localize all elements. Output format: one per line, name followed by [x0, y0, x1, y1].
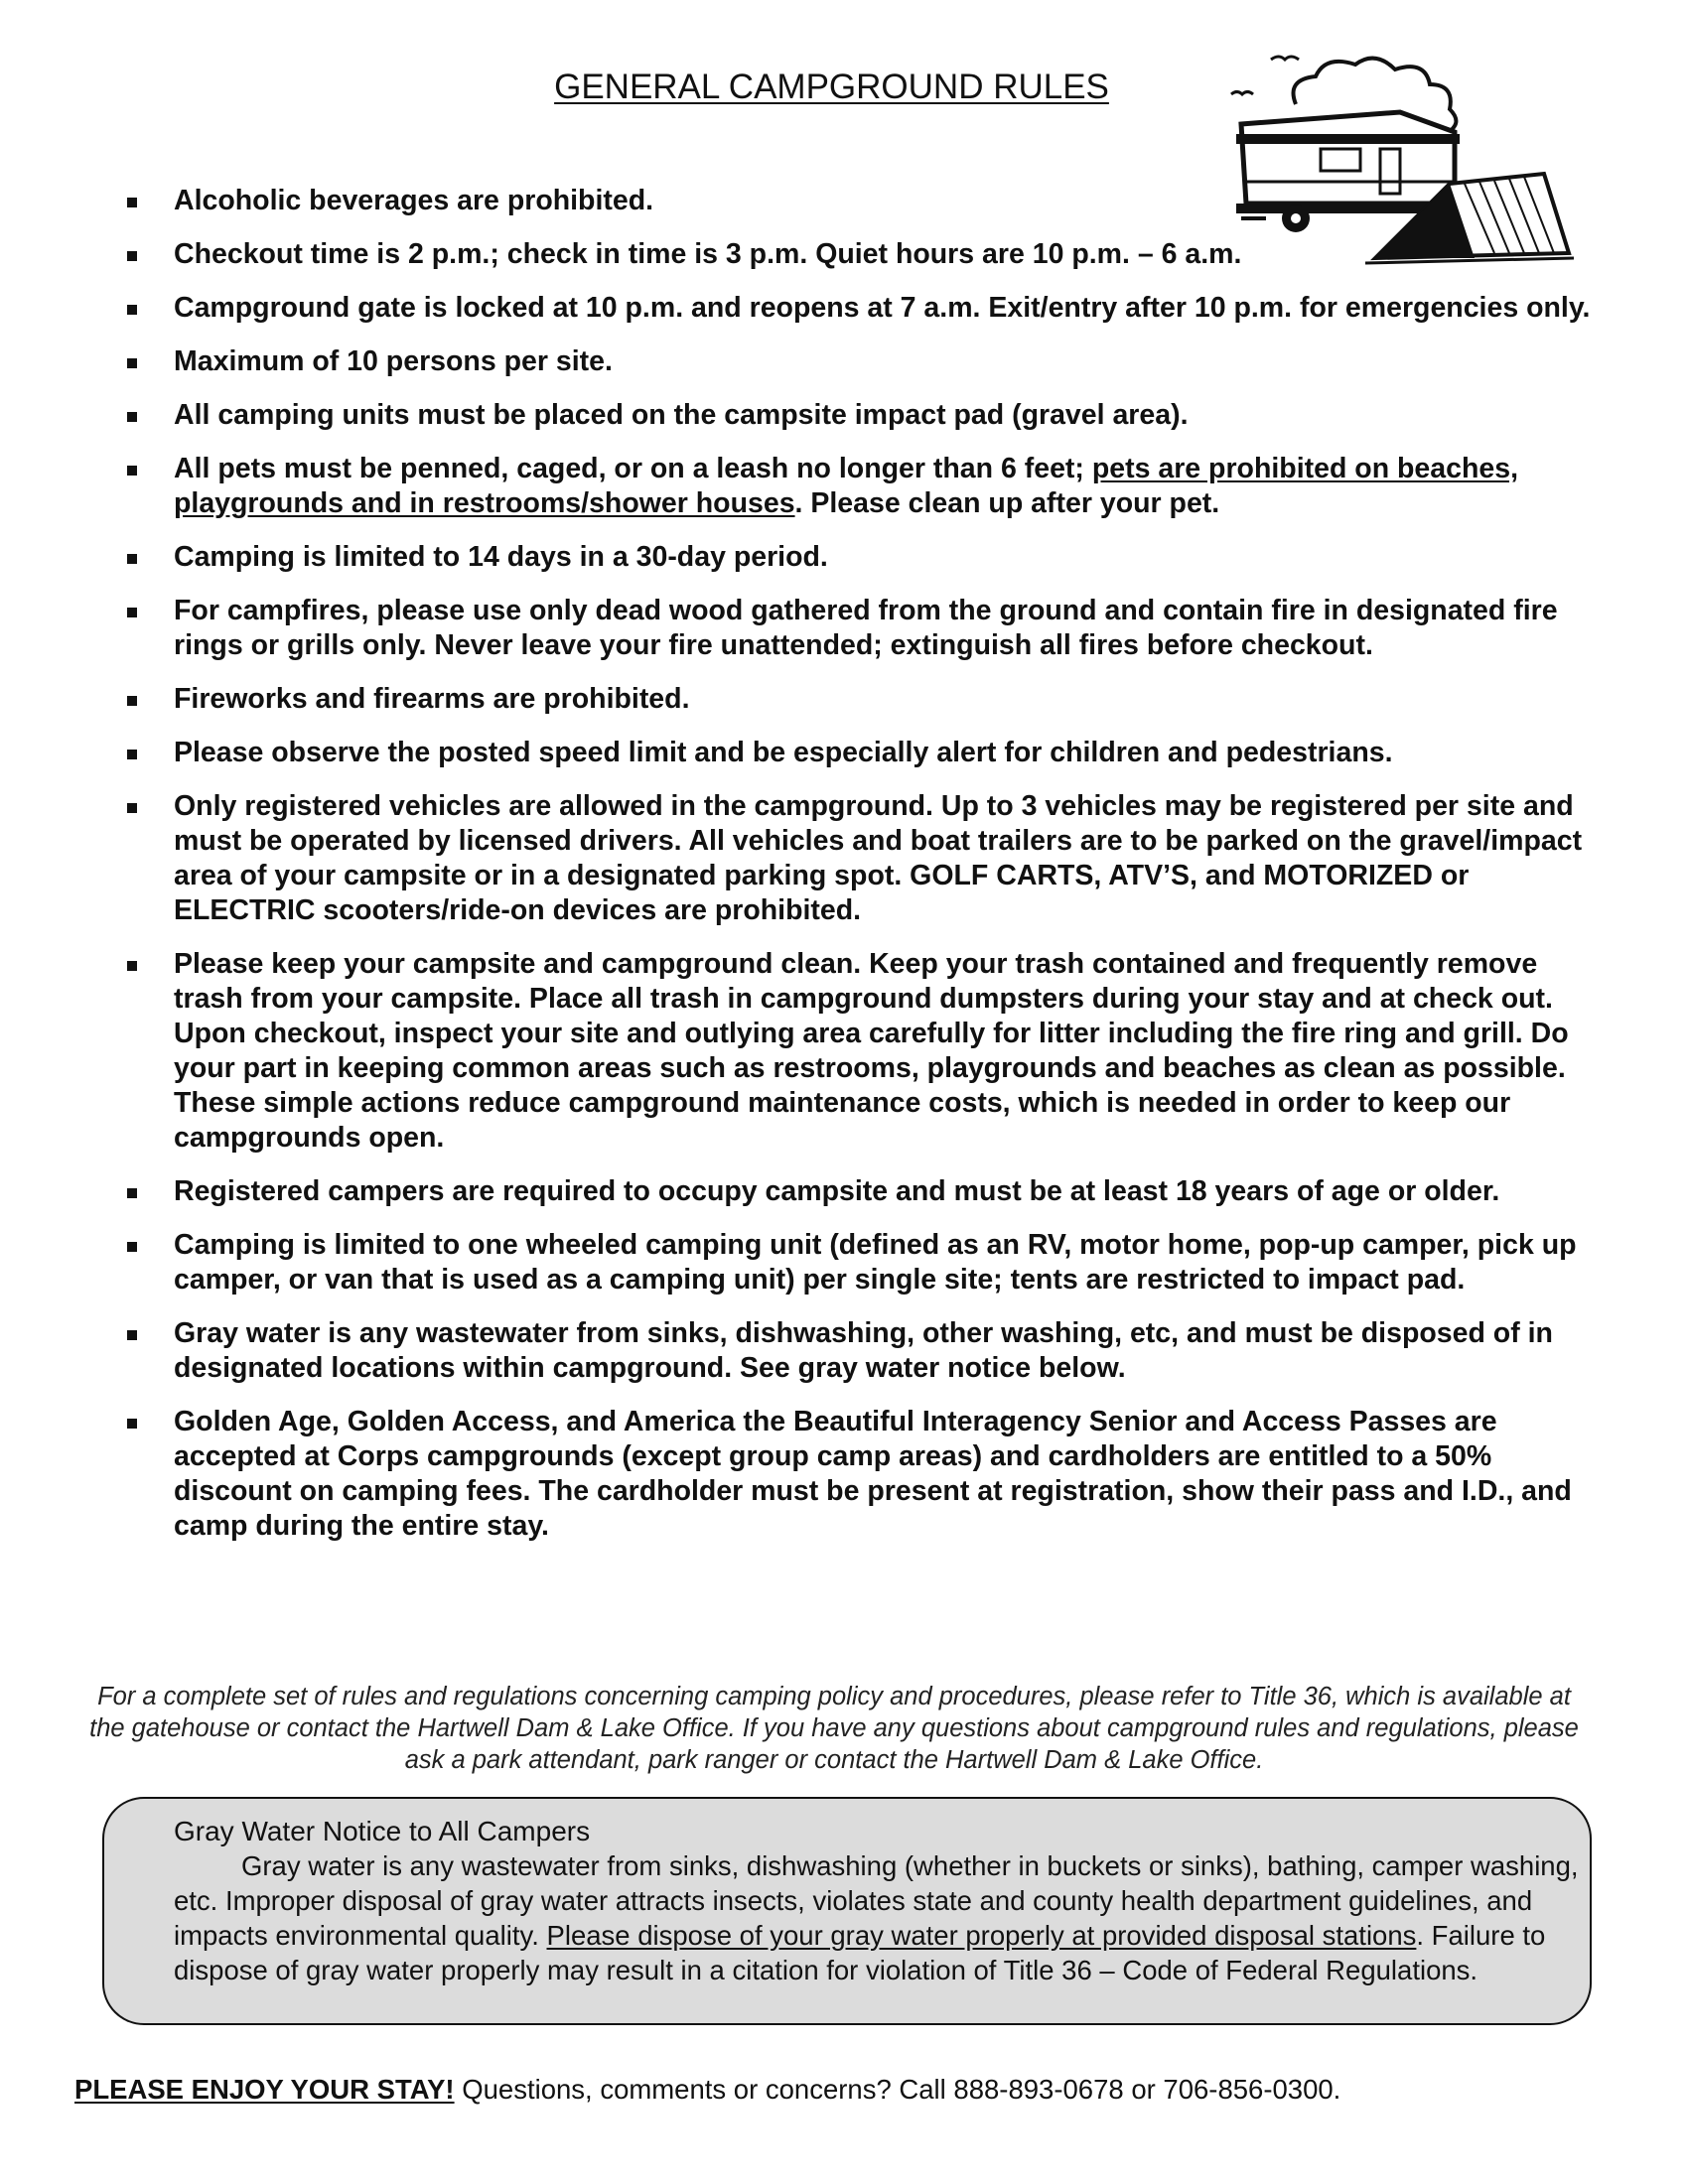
- bullet-icon: [127, 305, 137, 315]
- bullet-icon: [127, 198, 137, 207]
- rule-underlined-text: pets are prohibited on beaches, playgrounds and in restrooms/shower houses: [174, 453, 1519, 519]
- rule-text: Please keep your campsite and campground clean. Keep your trash contained and frequently remove trash from your campsite. Place all trash in campground dumpsters during your stay and at check out. Upon checkout, inspect your site and outlying area carefully for litter including the fire ring and grill. Do your part in keeping common areas such as restrooms, playgrounds and beaches as clean as possible. These simple actions reduce campground maintenance costs, which is needed in order to keep our campgrounds open.: [174, 948, 1569, 1154]
- rule-text: Camping is limited to 14 days in a 30-day period.: [174, 541, 828, 573]
- rule-item: [0, 344, 1688, 379]
- rule-text: Checkout time is 2 p.m.; check in time is 3 p.m. Quiet hours are 10 p.m. – 6 a.m.: [174, 238, 1242, 270]
- enjoy-stay-text: PLEASE ENJOY YOUR STAY!: [74, 2074, 455, 2105]
- rule-item: [0, 1174, 1688, 1209]
- rule-item: [0, 1228, 1688, 1297]
- gray-water-notice-title: Gray Water Notice to All Campers: [174, 1816, 591, 1846]
- bullet-icon: [127, 696, 137, 706]
- gray-water-text: . Failure to dispose of gray water properly may result in a citation for violation of Title 36 – Code of Federal Regulations.: [174, 1920, 1546, 1985]
- rule-text: All pets must be penned, caged, or on a leash no longer than 6 feet;: [174, 453, 1092, 484]
- bullet-icon: [127, 1188, 137, 1198]
- rule-text: Gray water is any wastewater from sinks, dishwashing, other washing, etc, and must be disposed of in designated locations within campground. See gray water notice below.: [174, 1317, 1553, 1384]
- rule-item: [0, 789, 1688, 928]
- bullet-icon: [127, 608, 137, 617]
- rule-item: [0, 452, 1688, 521]
- rule-text: Alcoholic beverages are prohibited.: [174, 185, 654, 216]
- rule-item: [0, 736, 1688, 770]
- bullet-icon: [127, 961, 137, 971]
- bullet-icon: [127, 1242, 137, 1252]
- rule-text: Golden Age, Golden Access, and America the Beautiful Interagency Senior and Access Passes are accepted at Corps campgrounds (except group camp areas) and cardholders are entitled to a 50% discount on camping fees. The cardholder must be present at registration, show their pass and I.D., and camp during the entire stay.: [174, 1406, 1572, 1542]
- bullet-icon: [127, 554, 137, 564]
- rule-text: Registered campers are required to occupy campsite and must be at least 18 years of age or older.: [174, 1175, 1500, 1207]
- footer: [74, 2072, 1340, 2107]
- rule-text: Only registered vehicles are allowed in the campground. Up to 3 vehicles may be registered per site and must be operated by licensed drivers. All vehicles and boat trailers are to be parked on the gravel/impact area of your campsite or in a designated parking spot. GOLF CARTS, ATV’S, and MOTORIZED or ELECTRIC scooters/ride-on devices are prohibited.: [174, 790, 1583, 926]
- rule-text: Campground gate is locked at 10 p.m. and reopens at 7 a.m. Exit/entry after 10 p.m. for emergencies only.: [174, 292, 1591, 324]
- bullet-icon: [127, 1419, 137, 1429]
- gray-water-underlined-text: Please dispose of your gray water properly at provided disposal stations: [546, 1920, 1417, 1951]
- rule-item: [0, 540, 1688, 575]
- page-title: GENERAL CAMPGROUND RULES: [554, 68, 1109, 106]
- rule-item: [0, 291, 1688, 326]
- bullet-icon: [127, 466, 137, 476]
- regulations-note: For a complete set of rules and regulations concerning camping policy and procedures, please refer to Title 36, which is available at the gatehouse or contact the Hartwell Dam & Lake Office. If you have any questions about campground rules and regulations, please ask a park attendant, park ranger or contact the Hartwell Dam & Lake Office.: [89, 1683, 1579, 1774]
- bullet-icon: [127, 251, 137, 261]
- rule-text: Fireworks and firearms are prohibited.: [174, 683, 690, 715]
- bullet-icon: [127, 803, 137, 813]
- bullet-icon: [127, 750, 137, 759]
- rule-item: [0, 184, 1688, 218]
- bullet-icon: [127, 412, 137, 422]
- rule-text: All camping units must be placed on the campsite impact pad (gravel area).: [174, 399, 1189, 431]
- bullet-icon: [127, 358, 137, 368]
- rule-item: [0, 947, 1688, 1156]
- bullet-icon: [127, 1330, 137, 1340]
- rules-list: [0, 184, 1688, 1563]
- rule-text: . Please clean up after your pet.: [794, 487, 1220, 519]
- rule-text: For campfires, please use only dead wood gathered from the ground and contain fire in designated fire rings or grills only. Never leave your fire unattended; extinguish all fires before checkout.: [174, 595, 1558, 661]
- rule-item: [0, 1316, 1688, 1386]
- rule-text: Maximum of 10 persons per site.: [174, 345, 613, 377]
- gray-water-notice-body: [174, 1848, 1584, 1987]
- contact-text: Questions, comments or concerns? Call 888-893-0678 or 706-856-0300.: [454, 2074, 1341, 2105]
- rule-text: Please observe the posted speed limit and be especially alert for children and pedestrians.: [174, 737, 1393, 768]
- rule-item: [0, 1405, 1688, 1544]
- rule-item: [0, 682, 1688, 717]
- rule-item: [0, 237, 1688, 272]
- rule-item: [0, 594, 1688, 663]
- gray-water-text: Gray water is any wastewater from sinks, dishwashing (whether in buckets or sinks), bathing, camper washing, etc. Improper disposal of gray water attracts insects, violates state and county health department guidelines, and impacts environmental quality.: [174, 1850, 1579, 1951]
- rule-text: Camping is limited to one wheeled camping unit (defined as an RV, motor home, pop-up camper, pick up camper, or van that is used as a camping unit) per single site; tents are restricted to impact pad.: [174, 1229, 1577, 1296]
- rule-item: [0, 398, 1688, 433]
